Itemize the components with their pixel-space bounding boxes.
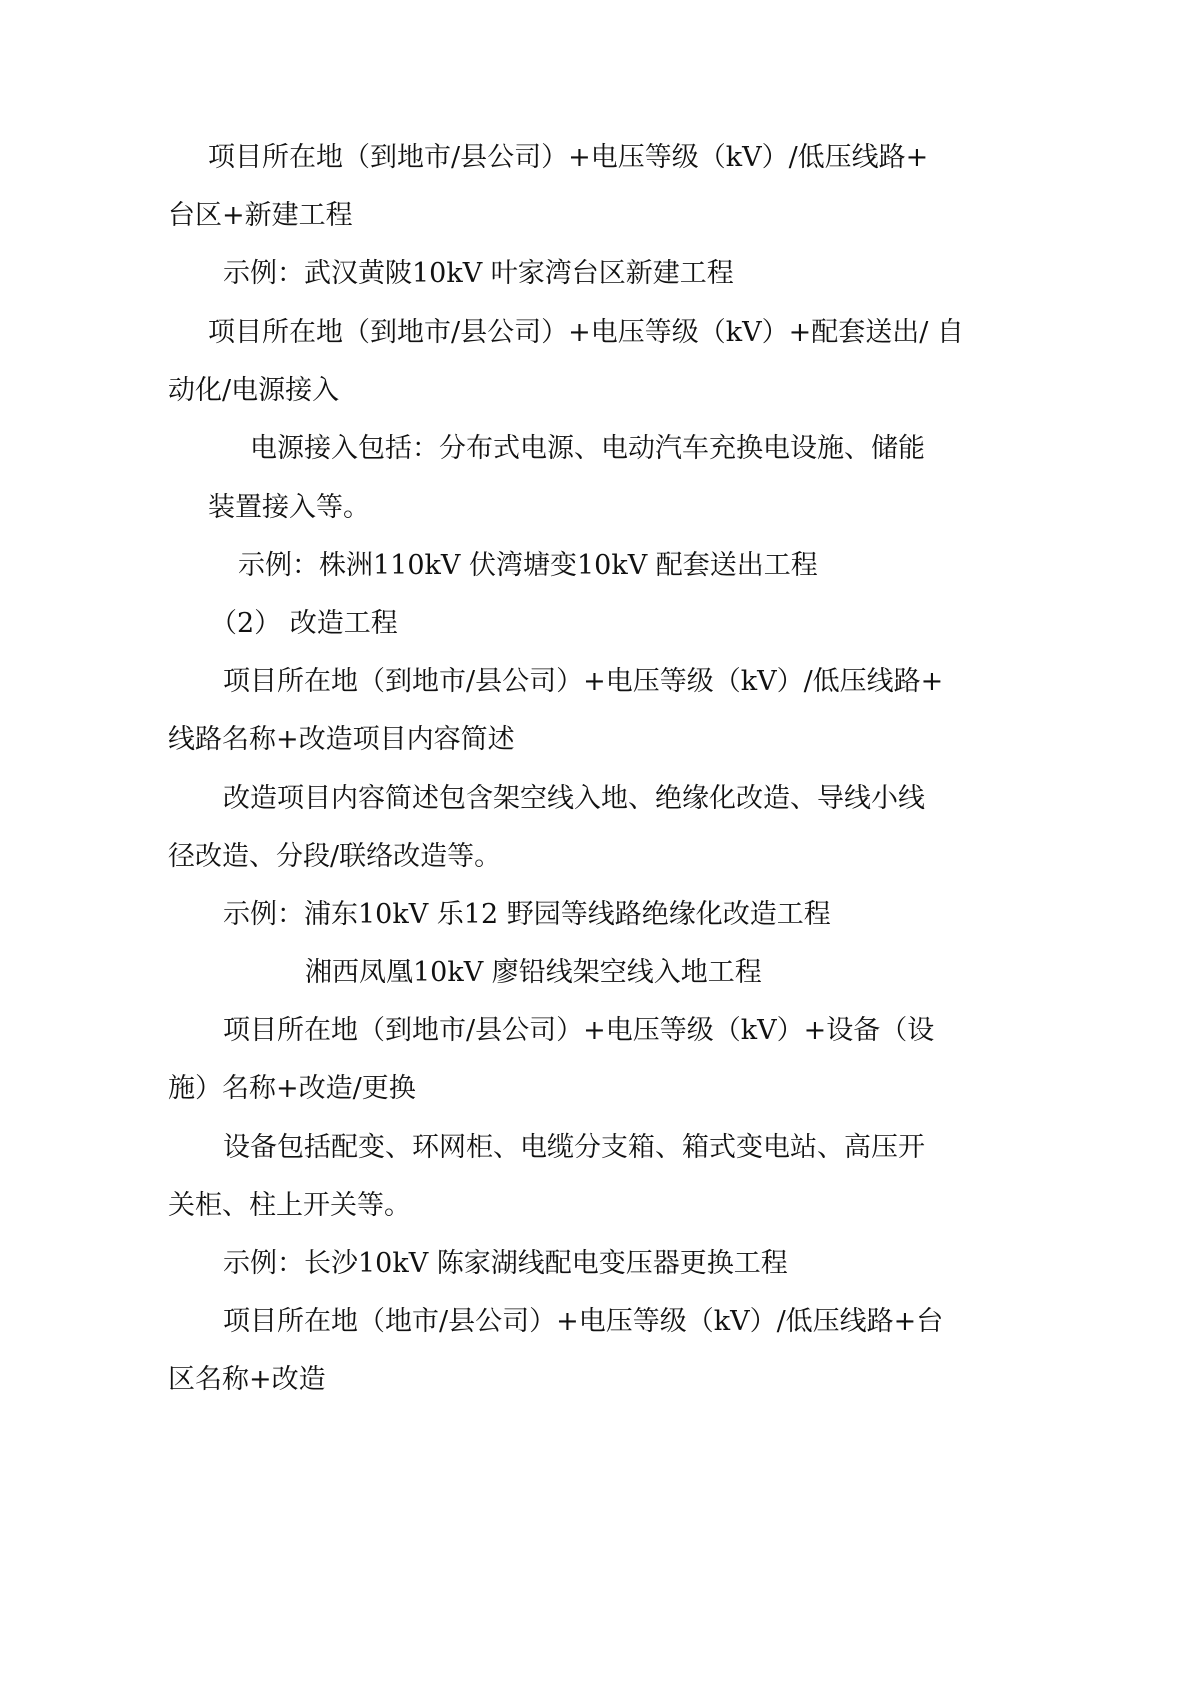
text-line-19: 关柜、柱上开关等。 <box>168 1190 411 1221</box>
text-line-2: 台区+新建工程 <box>168 200 353 231</box>
text-line-20: 示例：长沙10kV 陈家湖线配电变压器更换工程 <box>223 1248 788 1279</box>
text-line-5: 动化/电源接入 <box>168 375 340 406</box>
text-line-22: 区名称+改造 <box>168 1364 326 1395</box>
text-line-18: 设备包括配变、环网柜、电缆分支箱、箱式变电站、高压开 <box>223 1132 925 1163</box>
text-line-7: 装置接入等。 <box>208 492 370 523</box>
text-line-17: 施）名称+改造/更换 <box>168 1073 416 1104</box>
text-line-4: 项目所在地（到地市/县公司）+电压等级（kV）+配套送出/ 自 <box>208 317 964 348</box>
text-line-13: 径改造、分段/联络改造等。 <box>168 841 502 872</box>
text-line-15: 湘西凤凰10kV 廖铅线架空线入地工程 <box>305 957 762 988</box>
text-line-10: 项目所在地（到地市/县公司）+电压等级（kV）/低压线路+ <box>223 666 944 697</box>
text-line-12: 改造项目内容简述包含架空线入地、绝缘化改造、导线小线 <box>223 783 925 814</box>
text-line-16: 项目所在地（到地市/县公司）+电压等级（kV）+设备（设 <box>223 1015 935 1046</box>
text-line-8: 示例：株洲110kV 伏湾塘变10kV 配套送出工程 <box>238 550 818 581</box>
text-line-6: 电源接入包括：分布式电源、电动汽车充换电设施、储能 <box>250 433 925 464</box>
text-line-14: 示例：浦东10kV 乐12 野园等线路绝缘化改造工程 <box>223 899 831 930</box>
section-heading: （2） 改造工程 <box>210 608 398 639</box>
text-line-21: 项目所在地（地市/县公司）+电压等级（kV）/低压线路+台 <box>223 1306 944 1337</box>
text-line-3: 示例：武汉黄陂10kV 叶家湾台区新建工程 <box>223 258 734 289</box>
text-line-1: 项目所在地（到地市/县公司）+电压等级（kV）/低压线路+ <box>208 142 929 173</box>
text-line-11: 线路名称+改造项目内容简述 <box>168 724 515 755</box>
